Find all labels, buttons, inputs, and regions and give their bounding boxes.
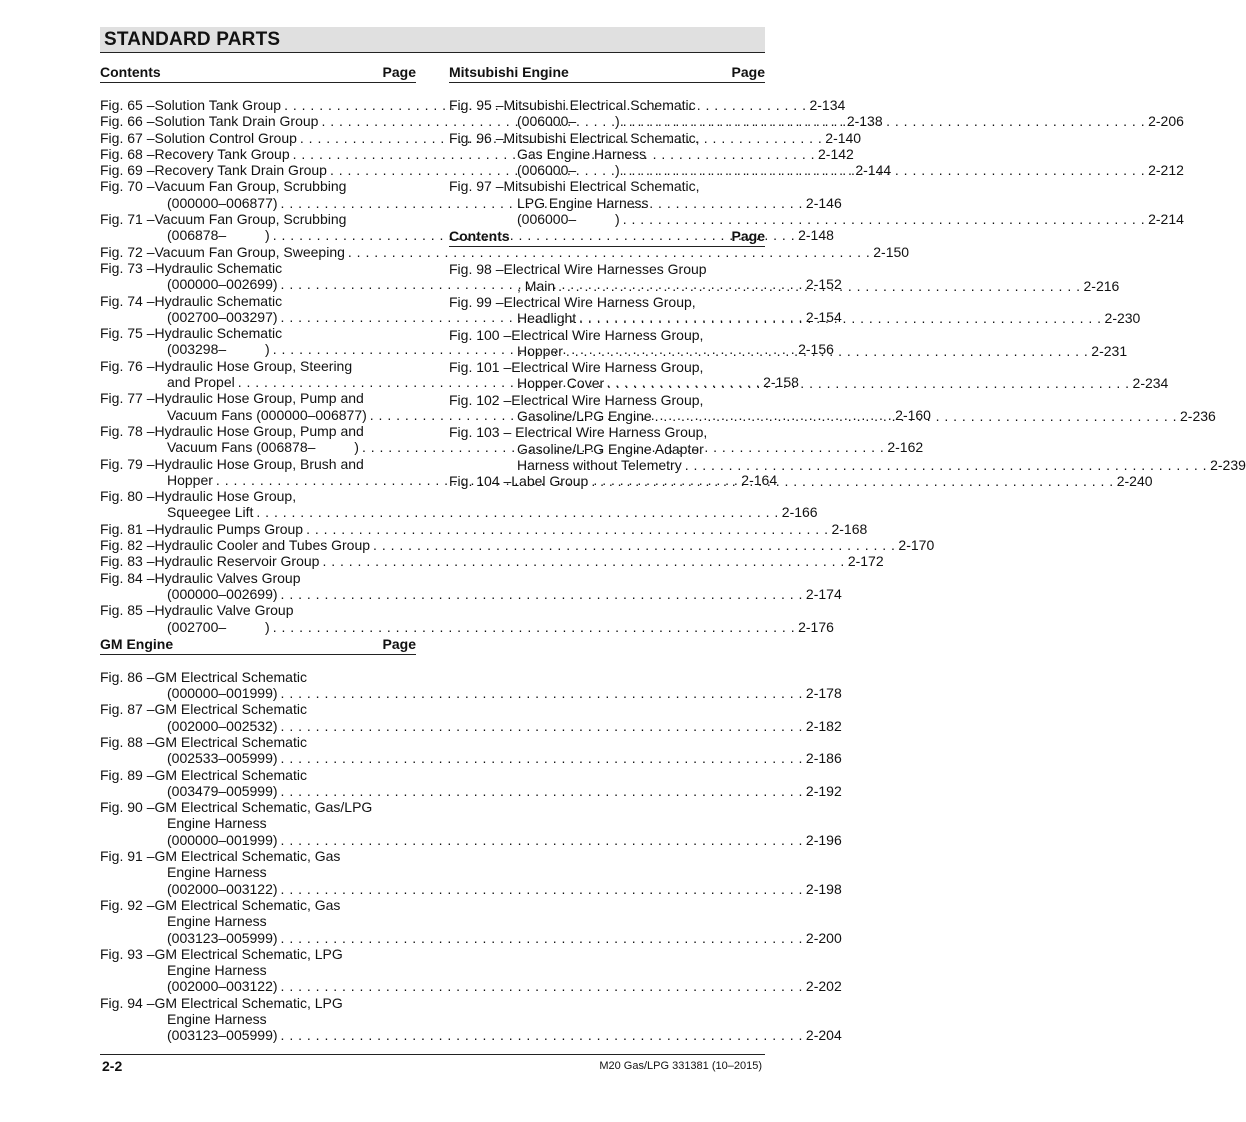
toc-entry-title: (000000–002699)	[167, 276, 278, 293]
toc-entry-line	[100, 701, 416, 717]
toc-figure-number: Fig. 71 –	[100, 211, 155, 228]
toc-entry-title: Vacuum Fans (006878– )	[167, 439, 359, 456]
toc-entry[interactable]	[100, 243, 910, 260]
toc-page-number: 2-140	[825, 129, 862, 146]
toc-figure-number: Fig. 84 –	[100, 569, 155, 586]
toc-page-number: 2-202	[805, 978, 842, 995]
toc-figure-number: Fig. 75 –	[100, 325, 155, 342]
toc-figure-number: Fig. 102 –	[449, 391, 512, 408]
toc-entry-title: (006000– )	[517, 113, 620, 130]
toc-entry-title: Hydraulic Hose Group, Steering	[154, 357, 353, 374]
toc-entry-line	[100, 488, 416, 504]
toc-page-number: 2-170	[898, 537, 935, 554]
toc-entry-title: Solution Tank Group	[154, 97, 282, 113]
toc-entry-line	[449, 473, 1153, 490]
toc-figure-number: Fig. 95 –	[449, 97, 504, 113]
toc-entry-line	[100, 358, 416, 374]
toc-entry-line	[449, 178, 765, 194]
toc-page-number: 2-234	[1132, 375, 1169, 392]
toc-entry-title: (006000– )	[517, 211, 620, 228]
toc-entry-title: Hydraulic Valves Group	[154, 569, 301, 586]
toc-entry[interactable]	[100, 668, 842, 702]
toc-entry-title: (000000–001999)	[167, 685, 278, 702]
toc-entry-title: GM Electrical Schematic	[154, 733, 307, 750]
toc-entry-title: Mitsubishi Electrical Schematic,	[503, 178, 700, 195]
toc-entry-title: Hydraulic Valve Group	[154, 602, 294, 619]
toc-entry-continuation	[100, 750, 842, 767]
toc-page-number: 2-152	[805, 276, 842, 293]
toc-page-number: 2-192	[805, 782, 842, 799]
toc-page-number: 2-138	[846, 113, 883, 130]
leader-dots	[591, 473, 1113, 489]
toc-entry-title: (000000–002699)	[167, 585, 278, 602]
toc-page-number: 2-236	[1180, 408, 1216, 425]
toc-entry-continuation	[100, 913, 416, 929]
toc-entry-title: Hydraulic Pumps Group	[154, 520, 304, 537]
section-header-page: Page	[382, 64, 416, 80]
toc-page-number: 2-150	[873, 243, 910, 260]
toc-entry-line	[100, 456, 416, 472]
footer-divider	[100, 1054, 765, 1055]
toc-figure-number: Fig. 87 –	[100, 701, 155, 718]
toc-entry[interactable]	[100, 602, 834, 635]
toc-page-number: 2-164	[741, 471, 778, 488]
toc-entry-line	[100, 995, 416, 1011]
toc-figure-number: Fig. 104 –	[449, 473, 512, 490]
section-header-label: GM Engine	[100, 635, 174, 652]
toc-page-number: 2-144	[855, 162, 892, 179]
toc-entry-title: (006000– )	[517, 162, 620, 179]
page-title-bar	[100, 27, 765, 53]
section-header-page: Page	[382, 635, 416, 652]
toc-entry-title: Electrical Wire Harness Group,	[503, 293, 696, 310]
toc-entry[interactable]	[100, 537, 935, 554]
toc-entry[interactable]	[100, 488, 818, 521]
toc-entry-title: Gasoline/LPG Engine	[517, 408, 652, 425]
leader-dots	[281, 718, 803, 734]
toc-entry-title: (000000–006877)	[167, 194, 278, 211]
toc-entry-title: (003123–005999)	[167, 929, 278, 946]
toc-figure-number: Fig. 74 –	[100, 292, 155, 309]
toc-entry-line	[100, 799, 416, 815]
toc-entry-line	[100, 848, 416, 864]
leader-dots	[306, 521, 828, 537]
toc-entry-continuation	[449, 146, 765, 162]
toc-entry-title: Headlight	[517, 310, 577, 327]
footer-page-number: 2-2	[102, 1058, 123, 1074]
leader-dots	[566, 343, 1088, 359]
toc-entry-title: Harness without Telemetry	[517, 456, 682, 473]
toc-entry-title: Engine Harness	[167, 815, 267, 832]
toc-page-number: 2-186	[805, 750, 842, 767]
toc-figure-number: Fig. 72 –	[100, 243, 155, 260]
toc-page-number: 2-154	[805, 308, 842, 325]
toc-entry-title: Label Group	[511, 473, 589, 490]
toc-entry-continuation	[100, 864, 416, 880]
section-header-label: Contents	[449, 228, 510, 245]
toc-entry-title: Hopper Cover	[517, 375, 605, 392]
toc-entry-title: Hopper	[517, 342, 563, 359]
toc-entry-continuation	[100, 929, 842, 946]
toc-entry-title: Hydraulic Hose Group, Brush and	[154, 455, 364, 472]
leader-dots	[685, 457, 1207, 473]
toc-entry-continuation	[100, 585, 842, 602]
toc-entry-title: (006878– )	[167, 227, 270, 244]
toc-entry-title: GM Electrical Schematic	[154, 668, 307, 685]
toc-figure-number: Fig. 92 –	[100, 896, 155, 913]
leader-dots	[623, 162, 1145, 178]
toc-figure-number: Fig. 96 –	[449, 129, 504, 146]
toc-figure-number: Fig. 68 –	[100, 145, 155, 162]
toc-page-number: 2-182	[805, 717, 842, 734]
toc-page-number: 2-240	[1116, 473, 1153, 490]
leader-dots	[322, 553, 844, 569]
toc-entry-continuation	[100, 504, 818, 521]
toc-page-number: 2-239	[1210, 456, 1246, 473]
toc-page-number: 2-160	[895, 406, 931, 423]
toc-entry[interactable]	[100, 994, 842, 1044]
toc-entry-line	[100, 897, 416, 913]
leader-dots	[558, 278, 1080, 294]
toc-entry-title: Hydraulic Schematic	[154, 292, 283, 309]
toc-entry-title: Electrical Wire Harness Group,	[511, 326, 704, 343]
toc-entry-title: Recovery Tank Group	[154, 145, 290, 162]
toc-entry-title: Vacuum Fan Group, Scrubbing	[154, 211, 347, 228]
toc-entry-continuation	[100, 685, 842, 702]
toc-entry-continuation	[100, 962, 416, 978]
toc-figure-number: Fig. 100 –	[449, 326, 512, 343]
toc-entry-title: (002700– )	[167, 618, 270, 635]
toc-page-number: 2-206	[1148, 113, 1184, 130]
section-header-mitsubishi-engine	[449, 63, 765, 83]
toc-entry-continuation	[449, 456, 1246, 473]
toc-entry-title: Vacuum Fan Group, Sweeping	[154, 243, 345, 260]
leader-dots	[281, 978, 803, 994]
toc-entry-line	[100, 570, 416, 586]
toc-page-number: 2-230	[1104, 310, 1141, 327]
section-header-label: Mitsubishi Engine	[449, 64, 569, 80]
toc-entry-continuation	[100, 880, 842, 897]
toc-entry-line	[100, 520, 868, 537]
toc-entry-title: Solution Control Group	[154, 129, 297, 146]
toc-entry-title: Mitsubishi Electrical Schematic,	[503, 129, 700, 146]
toc-entry-title: GM Electrical Schematic, Gas	[154, 896, 341, 913]
toc-figure-number: Fig. 67 –	[100, 129, 155, 146]
toc-entry-line	[100, 602, 416, 618]
toc-entry-line	[100, 260, 416, 276]
toc-figure-number: Fig. 101 –	[449, 359, 512, 376]
toc-page-number: 2-178	[805, 685, 842, 702]
toc-figure-number: Fig. 91 –	[100, 848, 155, 865]
toc-figure-number: Fig. 78 –	[100, 422, 155, 439]
toc-entry-line	[100, 211, 416, 227]
toc-page-number: 2-216	[1083, 277, 1120, 294]
toc-entry-title: Hopper	[167, 471, 213, 488]
toc-figure-number: Fig. 83 –	[100, 553, 155, 570]
toc-entry-title: Hydraulic Reservoir Group	[154, 553, 320, 570]
toc-entry[interactable]	[100, 733, 842, 767]
toc-entry[interactable]	[100, 799, 842, 848]
leader-dots	[281, 930, 803, 946]
toc-entry-line	[449, 424, 765, 440]
toc-figure-number: Fig. 98 –	[449, 261, 504, 278]
toc-list-gm-engine	[100, 668, 842, 1044]
toc-figure-number: Fig. 81 –	[100, 520, 155, 537]
toc-page-number: 2-162	[887, 439, 924, 456]
toc-entry[interactable]	[449, 473, 1153, 490]
toc-entry-title: Mitsubishi Electrical Schematic	[503, 97, 696, 113]
toc-entry-title: Engine Harness	[167, 962, 267, 979]
toc-figure-number: Fig. 99 –	[449, 293, 504, 310]
toc-page-number: 2-214	[1148, 211, 1184, 228]
toc-entry-line	[100, 669, 416, 685]
toc-entry-line	[100, 423, 416, 439]
toc-entry-title: Vacuum Fan Group, Scrubbing	[154, 178, 347, 195]
toc-figure-number: Fig. 65 –	[100, 97, 155, 113]
section-header-contents-right	[449, 227, 765, 247]
toc-entry-title: GM Electrical Schematic, Gas/LPG	[154, 799, 373, 816]
toc-entry-continuation	[100, 1027, 842, 1044]
toc-entry-title: GM Electrical Schematic	[154, 701, 307, 718]
toc-entry-title: Electrical Wire Harnesses Group	[503, 261, 707, 278]
leader-dots	[607, 375, 1129, 391]
toc-entry-continuation	[100, 815, 416, 831]
toc-entry[interactable]	[100, 553, 884, 570]
toc-entry-title: Engine Harness	[167, 1011, 267, 1028]
toc-entry[interactable]	[100, 520, 868, 537]
toc-page-number: 2-174	[805, 585, 842, 602]
toc-entry-title: Electrical Wire Harness Group,	[511, 391, 704, 408]
leader-dots	[655, 408, 1177, 424]
toc-figure-number: Fig. 77 –	[100, 390, 155, 407]
toc-entry-title: GM Electrical Schematic, LPG	[154, 945, 343, 962]
toc-entry-title: (002000–003122)	[167, 978, 278, 995]
leader-dots	[623, 211, 1145, 227]
leader-dots	[579, 310, 1101, 326]
toc-figure-number: Fig. 90 –	[100, 799, 155, 816]
toc-page-number: 2-146	[805, 194, 842, 211]
leader-dots	[281, 685, 803, 701]
toc-entry[interactable]	[100, 701, 842, 734]
leader-dots	[281, 832, 803, 848]
section-header-page: Page	[731, 228, 765, 245]
toc-page-number: 2-204	[805, 1027, 842, 1044]
toc-entry-line	[449, 294, 765, 310]
toc-figure-number: Fig. 66 –	[100, 113, 155, 130]
toc-entry-title: (003298– )	[167, 341, 270, 358]
toc-entry-line	[100, 537, 935, 554]
toc-page-number: 2-168	[831, 520, 868, 537]
toc-entry-title: Gas Engine Harness	[517, 145, 647, 162]
page-title: STANDARD PARTS	[104, 29, 281, 50]
leader-dots	[623, 113, 1145, 129]
toc-entry-line	[449, 327, 765, 343]
toc-entry-continuation	[100, 618, 834, 635]
toc-entry-line	[100, 293, 416, 309]
toc-entry-line	[449, 97, 765, 113]
footer-document-id: M20 Gas/LPG 331381 (10–2015)	[599, 1060, 762, 1072]
toc-entry-line	[100, 178, 416, 194]
toc-entry-title: Electrical Wire Harness Group,	[511, 424, 708, 441]
toc-figure-number: Fig. 94 –	[100, 994, 155, 1011]
toc-page-number: 2-166	[781, 504, 818, 521]
toc-entry-line	[100, 390, 416, 406]
toc-entry-continuation	[100, 1011, 416, 1027]
toc-page-number: 2-156	[798, 341, 834, 358]
toc-entry-line	[100, 767, 416, 783]
toc-entry-continuation	[449, 195, 765, 211]
leader-dots	[281, 750, 803, 766]
toc-entry-continuation	[449, 211, 1184, 228]
toc-entry-continuation	[100, 782, 842, 799]
leader-dots	[281, 1027, 803, 1043]
toc-page-number: 2-142	[818, 145, 854, 162]
toc-figure-number: Fig. 88 –	[100, 733, 155, 750]
toc-entry-line	[100, 243, 910, 260]
toc-entry-title: Squeegee Lift	[167, 504, 254, 521]
toc-entry-title: Gasoline/LPG Engine Adapter	[517, 440, 704, 457]
toc-entry-title: (002000–003122)	[167, 880, 278, 897]
toc-figure-number: Fig. 69 –	[100, 162, 155, 179]
toc-entry-title: Electrical Wire Harness Group,	[511, 359, 704, 376]
toc-figure-number: Fig. 89 –	[100, 766, 155, 783]
toc-figure-number: Fig. 97 –	[449, 178, 504, 195]
toc-page-number: 2-134	[809, 97, 846, 113]
toc-figure-number: Fig. 70 –	[100, 178, 155, 195]
toc-page-number: 2-172	[847, 553, 884, 570]
toc-page-number: 2-198	[805, 880, 842, 897]
toc-entry-title: Engine Harness	[167, 913, 267, 930]
toc-entry[interactable]	[100, 945, 842, 995]
toc-entry-title: Hydraulic Hose Group, Pump and	[154, 422, 364, 439]
toc-entry-title: and Propel	[167, 374, 235, 391]
toc-entry-line	[449, 261, 765, 277]
toc-entry-line	[100, 553, 884, 570]
toc-entry-title: Hydraulic Hose Group,	[154, 488, 297, 505]
section-header-contents	[100, 63, 416, 83]
toc-entry[interactable]	[100, 569, 842, 603]
toc-entry-title: (002533–005999)	[167, 750, 278, 767]
toc-page-number: 2-176	[798, 618, 834, 635]
toc-page-number: 2-212	[1148, 162, 1184, 179]
toc-entry-title: GM Electrical Schematic, LPG	[154, 994, 343, 1011]
toc-figure-number: Fig. 85 –	[100, 602, 155, 619]
leader-dots	[256, 504, 778, 520]
toc-entry-line	[449, 130, 765, 146]
toc-page-number: 2-158	[763, 374, 799, 391]
toc-entry-title: (003123–005999)	[167, 1027, 278, 1044]
toc-entry-line	[100, 734, 416, 750]
toc-entry-continuation	[100, 831, 842, 848]
toc-entry-title: (000000–001999)	[167, 831, 278, 848]
toc-entry-title: (003479–005999)	[167, 782, 278, 799]
toc-entry[interactable]	[100, 896, 842, 946]
section-header-gm-engine	[100, 635, 416, 655]
toc-entry-line	[449, 392, 765, 408]
toc-entry-title: Hydraulic Cooler and Tubes Group	[154, 537, 371, 554]
toc-entry-title: LPG Engine Harness	[517, 194, 649, 211]
toc-entry-title: Engine Harness	[167, 864, 267, 881]
toc-entry-continuation	[100, 717, 842, 734]
toc-entry-line	[100, 325, 416, 341]
toc-page-number: 2-196	[805, 831, 842, 848]
toc-figure-number: Fig. 86 –	[100, 668, 155, 685]
toc-figure-number: Fig. 80 –	[100, 488, 155, 505]
leader-dots	[281, 881, 803, 897]
toc-entry-title: (002000–002532)	[167, 717, 278, 734]
toc-figure-number: Fig. 76 –	[100, 357, 155, 374]
toc-figure-number: Fig. 73 –	[100, 259, 155, 276]
toc-entry-title: , Main	[517, 277, 556, 294]
toc-entry-title: Recovery Tank Drain Group	[154, 162, 327, 179]
toc-entry-title: Hydraulic Schematic	[154, 259, 283, 276]
section-header-page: Page	[731, 64, 765, 80]
toc-figure-number: Fig. 93 –	[100, 945, 155, 962]
toc-page-number: 2-231	[1091, 342, 1128, 359]
leader-dots	[373, 537, 895, 553]
leader-dots	[273, 619, 795, 635]
toc-entry-title: Vacuum Fans (000000–006877)	[167, 406, 367, 423]
toc-entry-title: Solution Tank Drain Group	[154, 113, 319, 130]
toc-entry-line	[100, 946, 416, 962]
toc-entry-title: Hydraulic Hose Group, Pump and	[154, 390, 364, 407]
toc-figure-number: Fig. 82 –	[100, 537, 155, 554]
toc-entry-title: GM Electrical Schematic	[154, 766, 307, 783]
toc-figure-number: Fig. 103 –	[449, 424, 512, 441]
toc-entry[interactable]	[100, 848, 842, 897]
toc-page-number: 2-200	[805, 929, 842, 946]
toc-entry-line	[449, 359, 765, 375]
toc-figure-number: Fig. 79 –	[100, 455, 155, 472]
toc-entry-continuation	[449, 441, 765, 457]
toc-page-number: 2-148	[798, 227, 834, 244]
toc-entry-continuation	[100, 978, 842, 995]
toc-entry-title: (002700–003297)	[167, 308, 278, 325]
leader-dots	[281, 586, 803, 602]
toc-entry-title: Hydraulic Schematic	[154, 325, 283, 342]
section-header-label: Contents	[100, 64, 161, 80]
toc-entry-title: GM Electrical Schematic, Gas	[154, 848, 341, 865]
toc-entry[interactable]	[100, 766, 842, 800]
leader-dots	[281, 783, 803, 799]
